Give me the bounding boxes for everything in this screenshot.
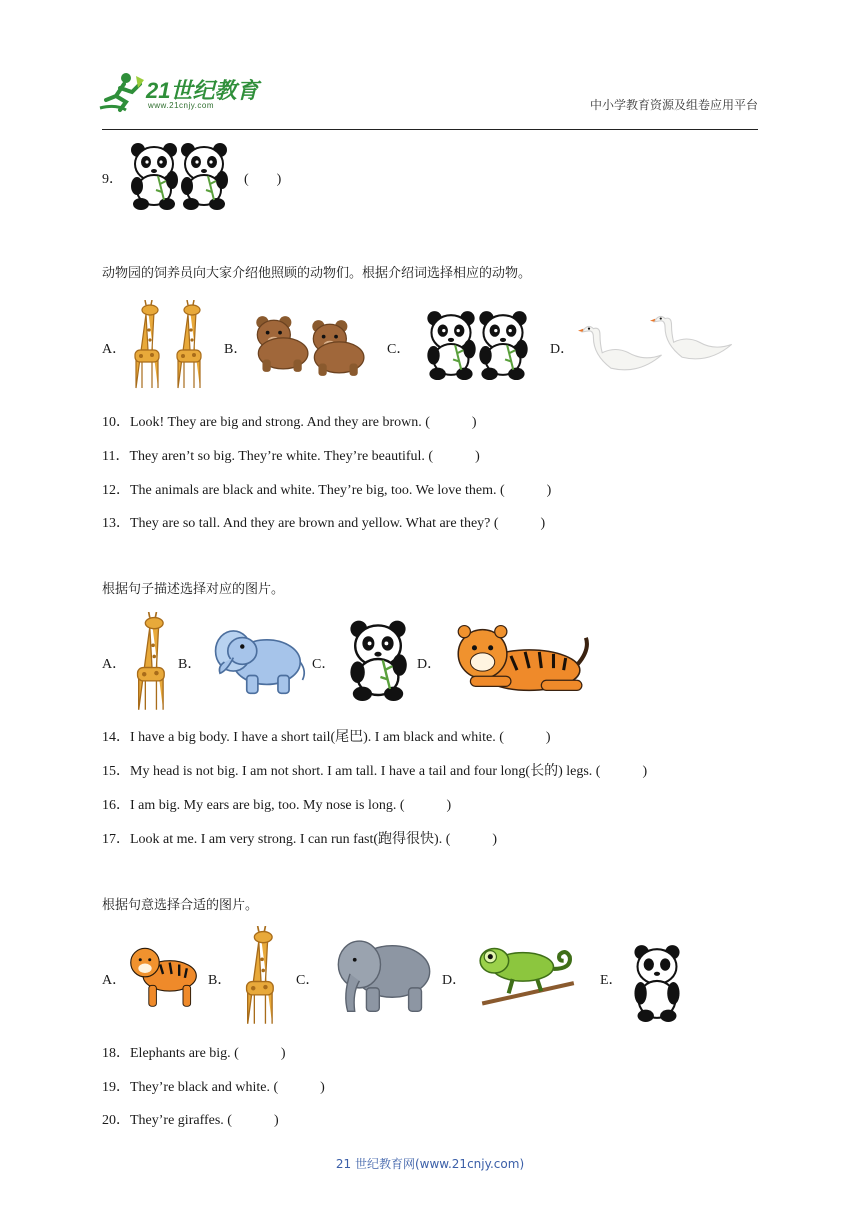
page-footer [0,1155,860,1172]
section3-option-a-label: A． [102,973,127,988]
question-20: 20．They’re giraffes. ( ) [102,1113,279,1128]
section1-option-c-image [420,306,536,382]
elephant-icon [330,934,438,1016]
question-12: 12．The animals are black and white. They’re big, too. We love them. ( ) [102,483,552,498]
question-19: 19．They’re black and white. ( ) [102,1080,325,1095]
q9-pandas-image [124,138,236,212]
brand-url: www.21cnjy.com [148,101,214,110]
tiger-icon [126,936,202,1012]
giraffe-icon [232,926,290,1026]
footer-text[interactable]: 21 世纪教育网(www.21cnjy.com) [335,1157,525,1171]
section1-option-b-image [248,308,370,378]
question-15: 15．My head is not big. I am not short. I am tall. I have a tail and four long(长的) legs. ( ) [102,764,648,779]
swans-icon [578,312,736,378]
brand-name: 21世纪教育 [146,78,259,103]
question-16: 16．I am big. My ears are big, too. My nose is long. ( ) [102,798,452,813]
section1-option-d-image [578,312,736,378]
header-tagline: 中小学教育资源及组卷应用平台 [589,98,758,112]
section2-option-b-label: B． [178,657,202,672]
panda-icon [630,942,684,1024]
section1-option-a-image [126,298,216,392]
section3-instruction: 根据句意选择合适的图片。 [102,898,259,913]
elephant-icon [204,622,314,700]
section3-option-e-image [630,942,684,1024]
section1-option-d-label: D． [550,342,575,357]
section1-option-a-label: A． [102,342,127,357]
q9-answer-blank[interactable]: ( ) [244,172,282,187]
section2-option-a-image [124,612,180,712]
giraffe-icon [124,612,180,712]
section3-option-d-image [472,938,584,1010]
section1-option-b-label: B． [224,342,248,357]
section3-option-b-label: B． [208,973,232,988]
section3-option-a-image [126,936,202,1012]
header-divider [102,129,758,130]
section2-instruction: 根据句子描述选择对应的图片。 [102,582,285,597]
giraffes-icon [126,298,216,392]
question-18: 18．Elephants are big. ( ) [102,1046,286,1061]
pandas-icon [420,306,536,382]
site-logo [96,70,266,114]
pandas-icon [124,138,236,212]
tiger-icon [440,618,592,702]
panda-icon [342,616,414,702]
section3-option-d-label: D． [442,973,467,988]
section3-option-e-label: E． [600,973,623,988]
question-11: 11．They aren’t so big. They’re white. They’re beautiful. ( ) [102,449,480,464]
question-17: 17．Look at me. I am very strong. I can run fast(跑得很快). ( ) [102,832,498,847]
section2-option-a-label: A． [102,657,127,672]
section2-option-c-label: C． [312,657,336,672]
bears-icon [248,308,370,378]
section3-option-b-image [232,926,290,1026]
runner-logo-icon [96,70,146,114]
q9-number: 9． [102,172,123,187]
question-10: 10．Look! They are big and strong. And they are brown. ( ) [102,415,477,430]
section2-option-d-label: D． [417,657,442,672]
section2-option-c-image [342,616,414,702]
chameleon-icon [472,938,584,1010]
section1-instruction: 动物园的饲养员向大家介绍他照顾的动物们。根据介绍词选择相应的动物。 [102,266,532,281]
question-13: 13．They are so tall. And they are brown and yellow. What are they? ( ) [102,516,546,531]
section3-option-c-image [330,934,438,1016]
section2-option-b-image [204,622,314,700]
section1-option-c-label: C． [387,342,411,357]
question-14: 14．I have a big body. I have a short tail(尾巴). I am black and white. ( ) [102,730,551,745]
section3-option-c-label: C． [296,973,320,988]
section2-option-d-image [440,618,592,702]
